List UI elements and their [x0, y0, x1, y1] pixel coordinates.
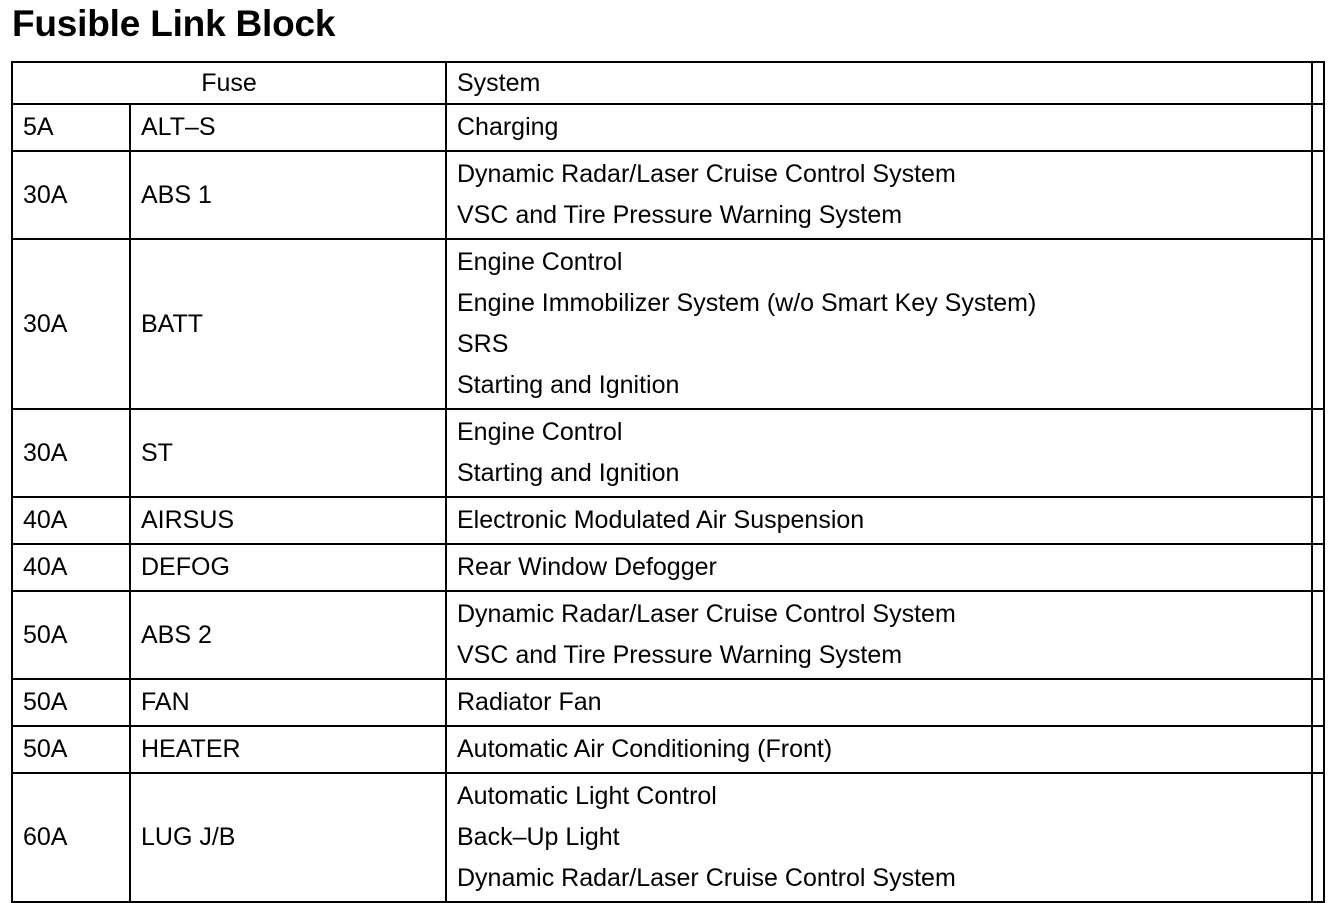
system-item: VSC and Tire Pressure Warning System: [457, 641, 903, 669]
fuse-name: ALT–S: [130, 104, 446, 151]
fuse-name: ABS 1: [130, 151, 446, 239]
fuse-name: DEFOG: [130, 544, 446, 591]
system-list: [446, 104, 1312, 151]
fuse-amperage: 30A: [12, 151, 130, 239]
system-item: Automatic Light Control: [457, 782, 717, 810]
system-item: Dynamic Radar/Laser Cruise Control System: [457, 160, 956, 188]
table-edge-cell: [1312, 773, 1324, 902]
fuse-amperage: 50A: [12, 591, 130, 679]
header-system: System: [446, 62, 1312, 104]
table-row: [12, 497, 1324, 544]
system-item: Back–Up Light: [457, 823, 620, 851]
table-edge-cell: [1312, 497, 1324, 544]
system-list: [446, 591, 1312, 679]
system-list: [446, 409, 1312, 497]
system-item: Radiator Fan: [457, 688, 602, 716]
table-edge-cell: [1312, 591, 1324, 679]
system-list: [446, 497, 1312, 544]
system-item: Starting and Ignition: [457, 371, 680, 399]
system-item: Engine Control: [457, 418, 623, 446]
fuse-amperage: 30A: [12, 239, 130, 409]
system-list: [446, 239, 1312, 409]
fuse-amperage: 5A: [12, 104, 130, 151]
fuse-name: FAN: [130, 679, 446, 726]
table-edge-cell: [1312, 104, 1324, 151]
system-item: Automatic Air Conditioning (Front): [457, 735, 833, 763]
table-header-row: [12, 62, 1324, 104]
table-row: [12, 239, 1324, 409]
table-edge-cell: [1312, 544, 1324, 591]
table-row: [12, 591, 1324, 679]
system-item: Charging: [457, 113, 559, 141]
table-row: [12, 544, 1324, 591]
system-item: Electronic Modulated Air Suspension: [457, 506, 865, 534]
fuse-name: BATT: [130, 239, 446, 409]
system-item: Dynamic Radar/Laser Cruise Control System: [457, 600, 956, 628]
table-row: [12, 773, 1324, 902]
table-row: [12, 409, 1324, 497]
fuse-name: ST: [130, 409, 446, 497]
fuse-table-body: [12, 62, 1324, 902]
table-row: [12, 151, 1324, 239]
system-item: Engine Immobilizer System (w/o Smart Key System): [457, 289, 1037, 317]
fuse-name: AIRSUS: [130, 497, 446, 544]
fuse-amperage: 40A: [12, 497, 130, 544]
system-list: [446, 726, 1312, 773]
system-list: [446, 679, 1312, 726]
table-edge-cell: [1312, 409, 1324, 497]
system-item: Dynamic Radar/Laser Cruise Control System: [457, 864, 956, 892]
system-item: Starting and Ignition: [457, 459, 680, 487]
fuse-amperage: 50A: [12, 726, 130, 773]
fuse-amperage: 60A: [12, 773, 130, 902]
fuse-name: LUG J/B: [130, 773, 446, 902]
table-edge-cell: [1312, 62, 1324, 104]
table-edge-cell: [1312, 151, 1324, 239]
fuse-name: HEATER: [130, 726, 446, 773]
table-edge-cell: [1312, 726, 1324, 773]
system-item: Rear Window Defogger: [457, 553, 717, 581]
table-edge-cell: [1312, 239, 1324, 409]
system-list: [446, 773, 1312, 902]
fuse-amperage: 40A: [12, 544, 130, 591]
table-row: [12, 679, 1324, 726]
page-title: Fusible Link Block: [12, 3, 336, 44]
fuse-amperage: 50A: [12, 679, 130, 726]
system-item: Engine Control: [457, 248, 623, 276]
table-row: [12, 726, 1324, 773]
system-item: SRS: [457, 330, 509, 358]
system-list: [446, 151, 1312, 239]
table-edge-cell: [1312, 679, 1324, 726]
fuse-amperage: 30A: [12, 409, 130, 497]
system-item: VSC and Tire Pressure Warning System: [457, 201, 903, 229]
system-list: [446, 544, 1312, 591]
fuse-name: ABS 2: [130, 591, 446, 679]
header-fuse: Fuse: [12, 62, 446, 104]
fuse-table: [11, 61, 1325, 903]
table-row: [12, 104, 1324, 151]
